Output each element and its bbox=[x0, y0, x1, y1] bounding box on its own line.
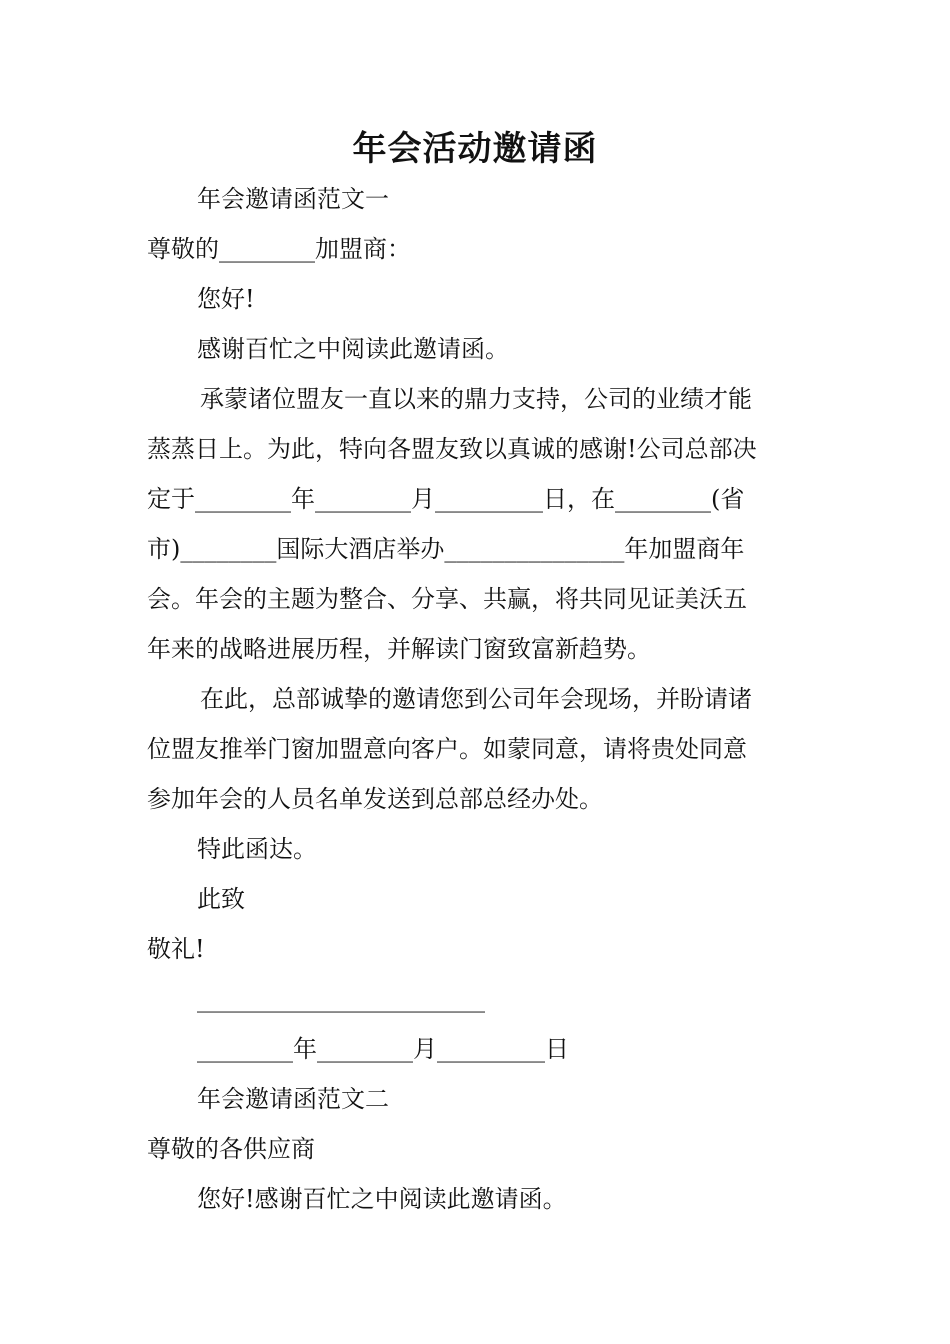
paragraph-line: 市)________国际大酒店举办_______________年加盟商年 bbox=[147, 535, 745, 563]
paragraph-line: 位盟友推举门窗加盟意向客户。如蒙同意，请将贵处同意 bbox=[147, 735, 747, 763]
paragraph-line: 参加年会的人员名单发送到总部总经办处。 bbox=[147, 785, 603, 813]
paragraph-line: 年来的战略进展历程，并解读门窗致富新趋势。 bbox=[147, 635, 651, 663]
closing-line: 特此函达。 bbox=[197, 835, 317, 863]
paragraph-line: 会。年会的主题为整合、分享、共赢，将共同见证美沃五 bbox=[147, 585, 747, 613]
paragraph-line: 在此，总部诚挚的邀请您到公司年会现场，并盼请诸 bbox=[200, 685, 752, 713]
closing-line: 此致 bbox=[197, 885, 245, 913]
date-blank: ________年________月_________日 bbox=[197, 1035, 569, 1063]
section-heading-2: 年会邀请函范文二 bbox=[197, 1085, 389, 1113]
greeting-1: 您好! bbox=[197, 285, 255, 313]
signature-blank: ________________________ bbox=[197, 985, 485, 1013]
paragraph-line: 定于________年________月_________日，在________(省 bbox=[147, 485, 745, 513]
thanks-line-1: 感谢百忙之中阅读此邀请函。 bbox=[197, 335, 509, 363]
paragraph-line: 蒸蒸日上。为此，特向各盟友致以真诚的感谢!公司总部决 bbox=[147, 435, 757, 463]
document-title: 年会活动邀请函 bbox=[352, 129, 598, 169]
closing-salute: 敬礼! bbox=[147, 935, 205, 963]
salutation-2: 尊敬的各供应商 bbox=[147, 1135, 315, 1163]
paragraph-line: 承蒙诸位盟友一直以来的鼎力支持，公司的业绩才能 bbox=[200, 385, 752, 413]
salutation-1: 尊敬的________加盟商： bbox=[147, 235, 411, 263]
greeting-2: 您好!感谢百忙之中阅读此邀请函。 bbox=[197, 1185, 567, 1213]
section-heading-1: 年会邀请函范文一 bbox=[197, 185, 389, 213]
